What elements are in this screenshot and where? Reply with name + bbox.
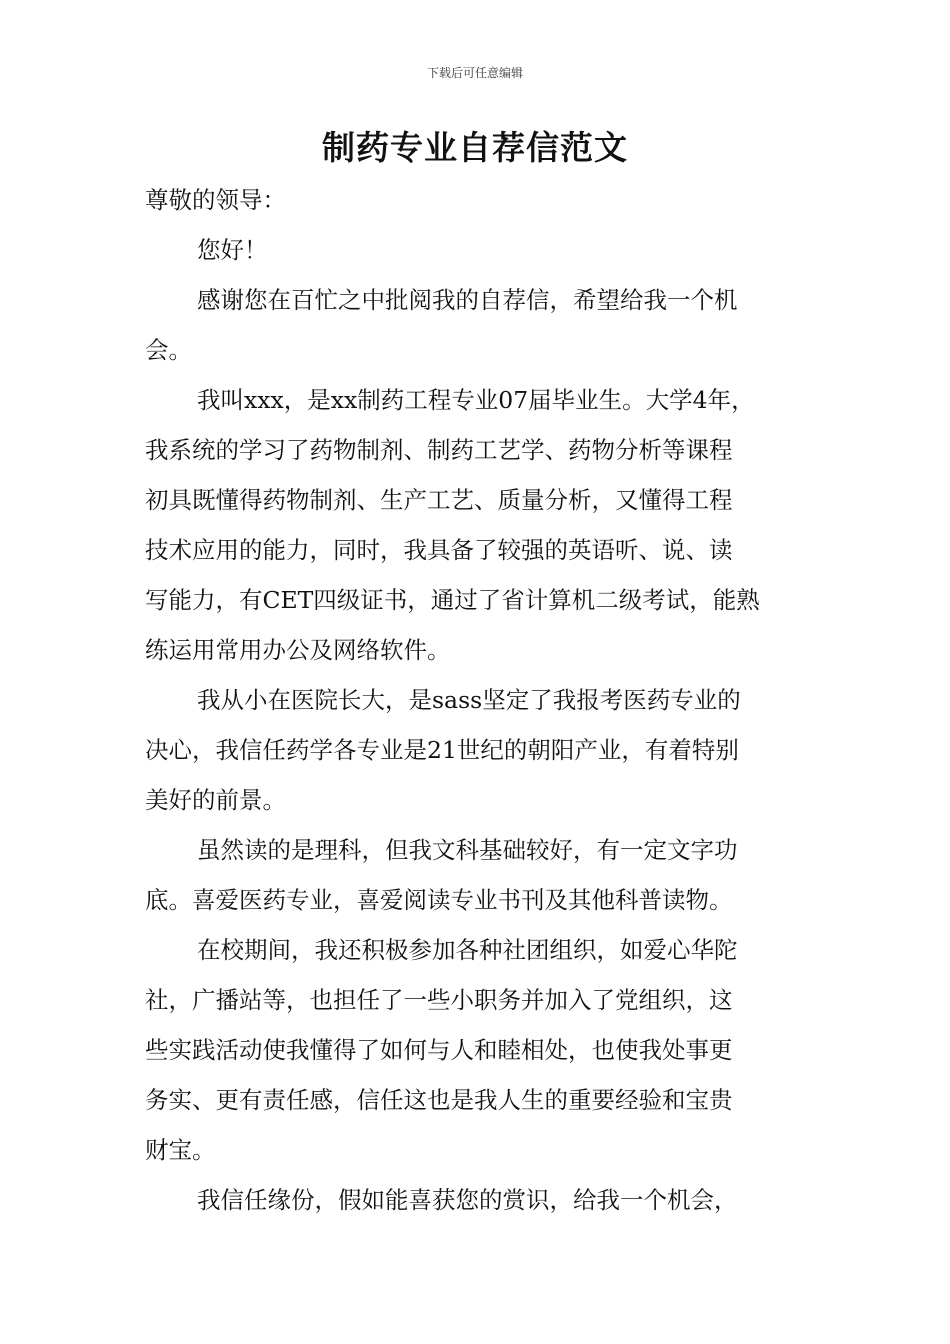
text-line: 我系统的学习了药物制剂、制药工艺学、药物分析等课程 (145, 436, 733, 464)
text-line: 您好！ (197, 236, 268, 264)
text-line: 会。 (145, 336, 192, 364)
text-line: 美好的前景。 (145, 786, 286, 814)
text-line: 虽然读的是理科，但我文科基础较好，有一定文字功 (197, 836, 738, 864)
text-line: 决心，我信任药学各专业是21世纪的朝阳产业，有着特别 (145, 736, 739, 764)
text-line: 务实、更有责任感，信任这也是我人生的重要经验和宝贵 (145, 1086, 733, 1114)
document-title: 制药专业自荐信范文 (322, 128, 628, 167)
text-line: 我信任缘份，假如能喜获您的赏识，给我一个机会， (197, 1186, 738, 1214)
text-line: 底。喜爱医药专业，喜爱阅读专业书刊及其他科普读物。 (145, 886, 733, 914)
header-note: 下载后可任意编辑 (426, 66, 523, 80)
text-line: 在校期间，我还积极参加各种社团组织，如爱心华陀 (197, 936, 738, 964)
text-line: 些实践活动使我懂得了如何与人和睦相处，也使我处事更 (145, 1036, 733, 1064)
text-line: 尊敬的领导： (145, 186, 286, 214)
text-line: 初具既懂得药物制剂、生产工艺、质量分析，又懂得工程 (145, 486, 733, 514)
letter-body (145, 175, 817, 1225)
text-line: 我从小在医院长大，是sass坚定了我报考医药专业的 (197, 686, 741, 714)
text-line: 社，广播站等，也担任了一些小职务并加入了党组织，这 (145, 986, 733, 1014)
text-line: 技术应用的能力，同时，我具备了较强的英语听、说、读 (145, 536, 733, 564)
text-line: 我叫xxx，是xx制药工程专业07届毕业生。大学4年， (197, 386, 755, 414)
text-line: 感谢您在百忙之中批阅我的自荐信，希望给我一个机 (197, 286, 738, 314)
text-line: 财宝。 (145, 1136, 216, 1164)
text-line: 练运用常用办公及网络软件。 (145, 636, 451, 664)
text-line: 写能力，有CET四级证书，通过了省计算机二级考试，能熟 (145, 586, 760, 614)
